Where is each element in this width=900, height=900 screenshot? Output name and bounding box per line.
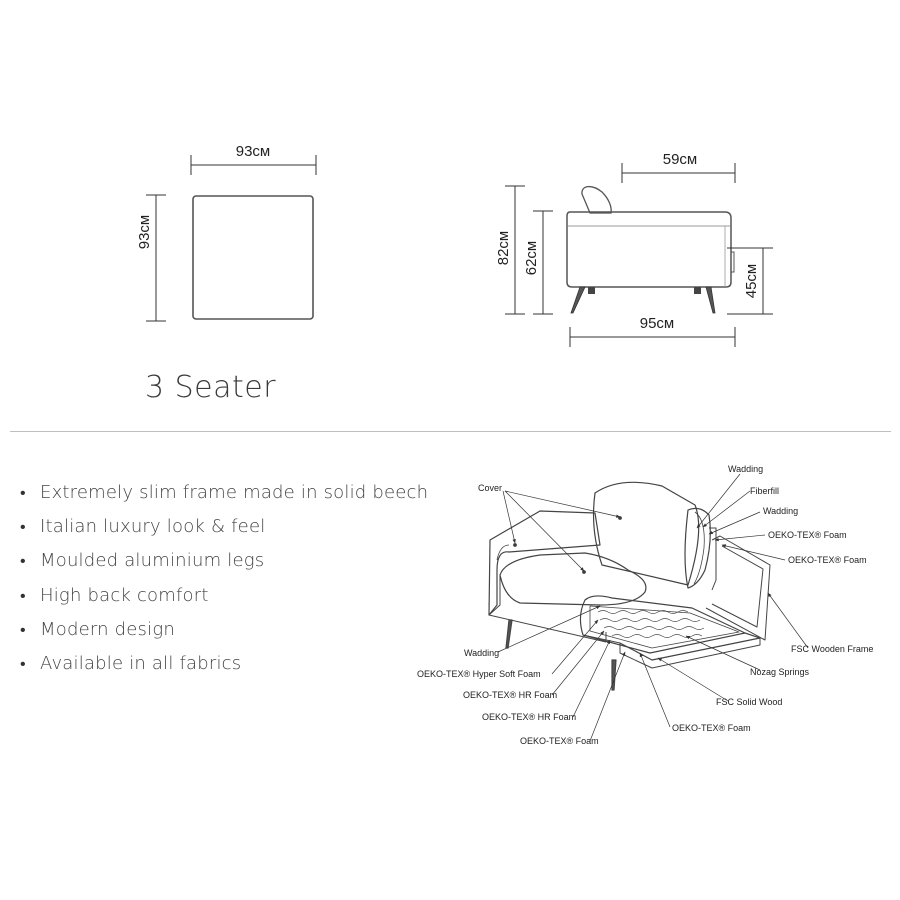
label-wadding-top: Wadding: [728, 464, 764, 474]
feature-text: Modern design: [40, 618, 175, 640]
bullet-icon: •: [20, 483, 26, 502]
top-view: [136, 143, 316, 321]
backrest-cushion-outline: [582, 187, 611, 213]
label-nozag-springs: Nozag Springs: [750, 667, 810, 677]
seat-depth-label: 59см: [662, 151, 698, 168]
feature-item: [20, 651, 428, 685]
front-leg: [571, 287, 585, 313]
sofa-arm-outline: [489, 511, 600, 615]
feature-item: [20, 583, 428, 617]
feature-text: Available in all fabrics: [40, 652, 242, 674]
label-hyper-soft-foam: OEKO-TEX® Hyper Soft Foam: [417, 669, 541, 679]
total-height-label: 82см: [495, 230, 512, 266]
feature-item: [20, 480, 428, 514]
product-title: 3 Seater: [145, 370, 277, 405]
feature-text: Extremely slim frame made in solid beech: [40, 482, 429, 503]
feature-item: [20, 514, 428, 548]
nozag-springs: [598, 611, 704, 638]
feature-item: [20, 548, 428, 582]
callout-labels: [417, 464, 873, 746]
feature-text: Moulded aluminium legs: [40, 550, 265, 572]
label-oeko-foam-2: OEKO-TEX® Foam: [788, 555, 867, 565]
bullet-icon: •: [20, 551, 26, 571]
label-wadding-left: Wadding: [464, 648, 500, 658]
label-hr-foam-1: OEKO-TEX® HR Foam: [463, 690, 558, 700]
top-depth-label: 93см: [136, 214, 153, 250]
sofa-seat-cushion: [500, 553, 646, 605]
total-depth-label: 95см: [639, 315, 675, 332]
label-fiberfill: Fiberfill: [750, 486, 780, 496]
feature-text: High back comfort: [40, 584, 209, 606]
arm-height-label: 62см: [523, 240, 540, 276]
cross-section-illustration: [489, 482, 770, 690]
sofa-back-cushion: [594, 482, 699, 585]
back-leg-illustration: [612, 660, 616, 690]
label-cover: Cover: [478, 483, 503, 493]
seat-height-label: 45см: [743, 263, 760, 299]
label-fsc-wooden-frame: FSC Wooden Frame: [791, 644, 874, 654]
feature-item: [20, 617, 428, 651]
top-width-label: 93см: [235, 143, 271, 160]
bullet-icon: •: [20, 517, 26, 537]
bullet-icon: •: [20, 585, 26, 605]
label-oeko-foam-1: OEKO-TEX® Foam: [768, 530, 847, 540]
label-fsc-solid-wood: FSC Solid Wood: [716, 697, 783, 707]
side-body-outline: [567, 212, 731, 287]
section-divider: [10, 431, 891, 432]
bullet-icon: •: [20, 619, 26, 639]
label-hr-foam-2: OEKO-TEX® HR Foam: [482, 712, 577, 722]
feature-text: Italian luxury look & feel: [40, 516, 266, 538]
label-oeko-foam-3: OEKO-TEX® Foam: [672, 723, 751, 733]
label-oeko-foam-4: OEKO-TEX® Foam: [520, 736, 599, 746]
label-wadding-mid: Wadding: [763, 506, 799, 516]
top-view-outline: [193, 196, 313, 319]
front-leg-illustration: [506, 620, 512, 648]
side-view: [495, 151, 773, 347]
feature-list: [20, 480, 428, 685]
back-leg: [706, 287, 715, 313]
bullet-icon: •: [20, 653, 26, 673]
